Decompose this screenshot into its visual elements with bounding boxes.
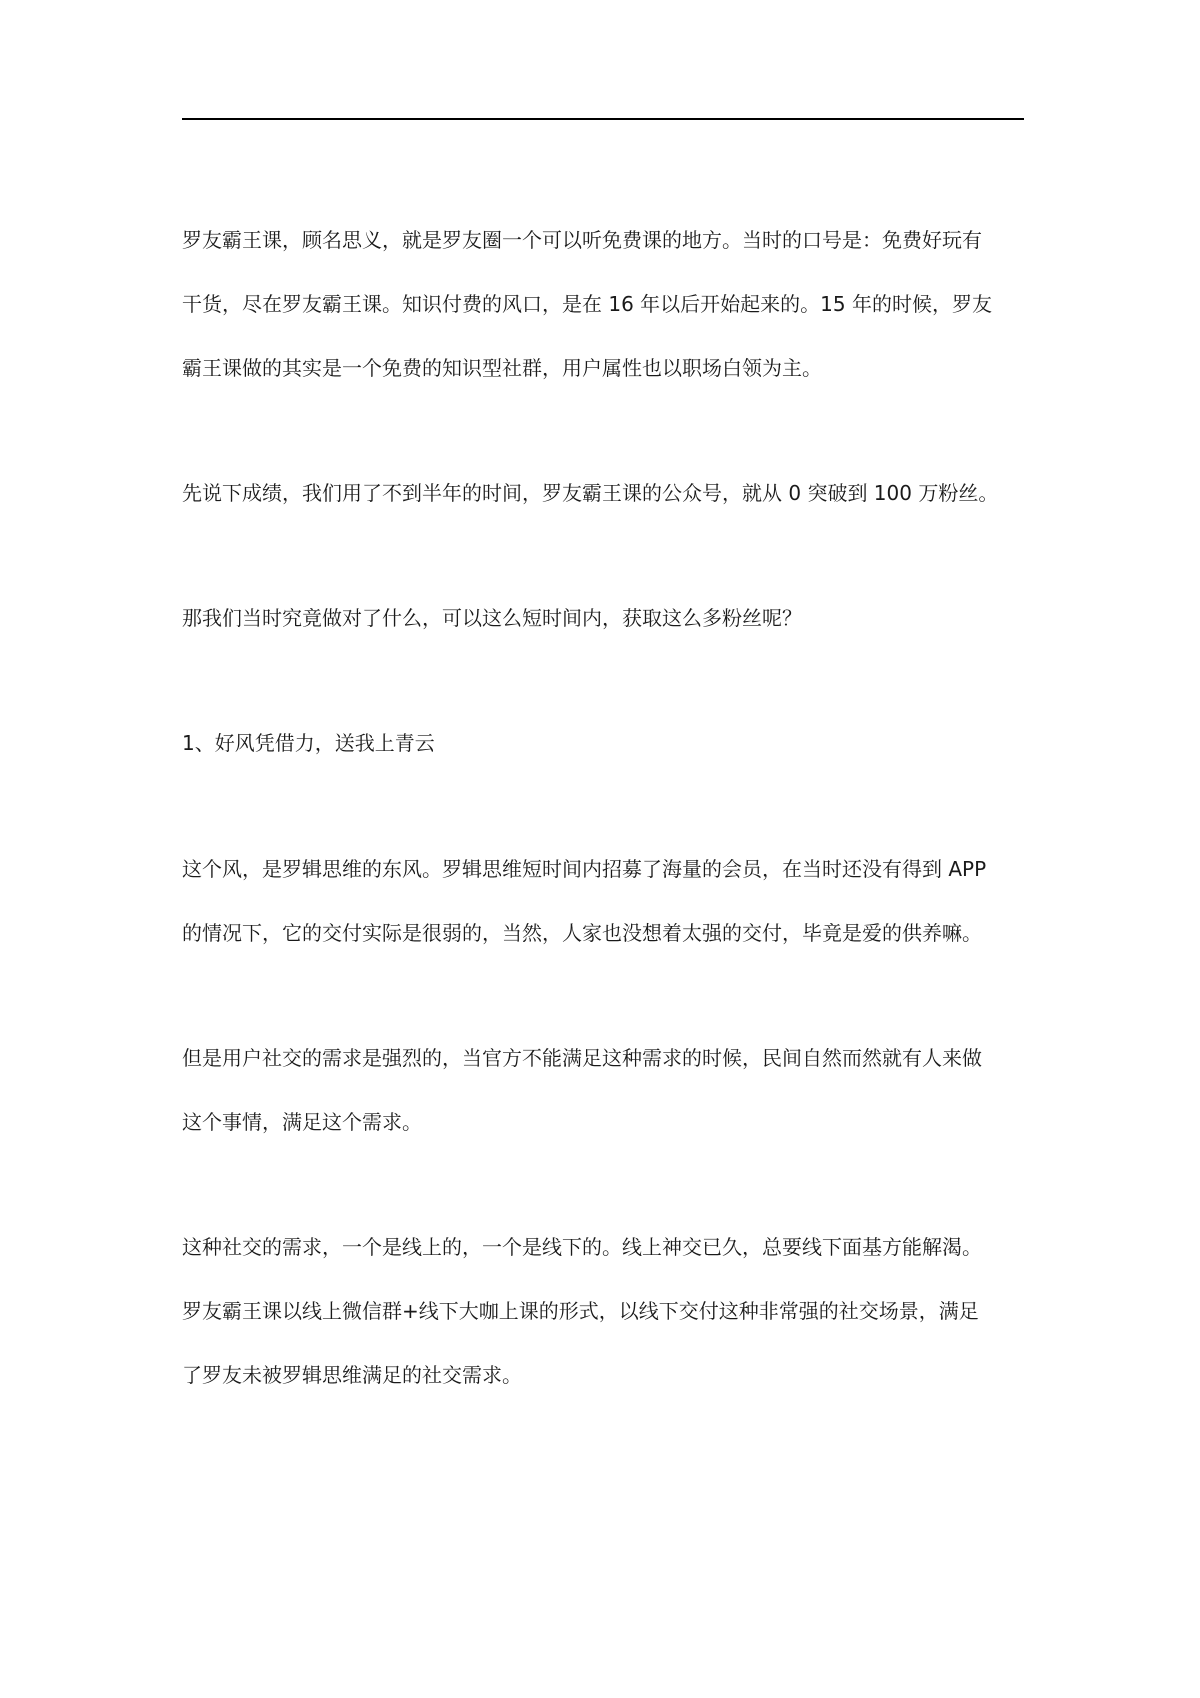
paragraph-1-line-1: 罗友霸王课，顾名思义，就是罗友圈一个可以听免费课的地方。当时的口号是：免费好玩有 <box>182 228 982 252</box>
paragraph-4-line-1: 这个风，是罗辑思维的东风。罗辑思维短时间内招募了海量的会员，在当时还没有得到 APP <box>182 857 987 881</box>
paragraph-6-line-2: 罗友霸王课以线上微信群+线下大咖上课的形式，以线下交付这种非常强的社交场景，满足 <box>182 1299 979 1323</box>
paragraph-1-line-3: 霸王课做的其实是一个免费的知识型社群，用户属性也以职场白领为主。 <box>182 356 822 380</box>
paragraph-3-line-1: 那我们当时究竟做对了什么，可以这么短时间内，获取这么多粉丝呢？ <box>182 606 802 630</box>
paragraph-6-line-1: 这种社交的需求，一个是线上的，一个是线下的。线上神交已久，总要线下面基方能解渴。 <box>182 1235 982 1259</box>
paragraph-4-line-2: 的情况下，它的交付实际是很弱的，当然，人家也没想着太强的交付，毕竟是爱的供养嘛。 <box>182 921 982 945</box>
paragraph-5-line-1: 但是用户社交的需求是强烈的，当官方不能满足这种需求的时候，民间自然而然就有人来做 <box>182 1046 982 1070</box>
paragraph-6-line-3: 了罗友未被罗辑思维满足的社交需求。 <box>182 1363 522 1387</box>
paragraph-1-line-2: 干货，尽在罗友霸王课。知识付费的风口，是在 16 年以后开始起来的。15 年的时候，罗友 <box>182 292 992 316</box>
section-heading: 1、好风凭借力，送我上青云 <box>182 731 435 755</box>
paragraph-2-line-1: 先说下成绩，我们用了不到半年的时间，罗友霸王课的公众号，就从 0 突破到 100 万粉丝。 <box>182 481 999 505</box>
paragraph-5-line-2: 这个事情，满足这个需求。 <box>182 1110 422 1134</box>
header-rule <box>182 118 1024 120</box>
